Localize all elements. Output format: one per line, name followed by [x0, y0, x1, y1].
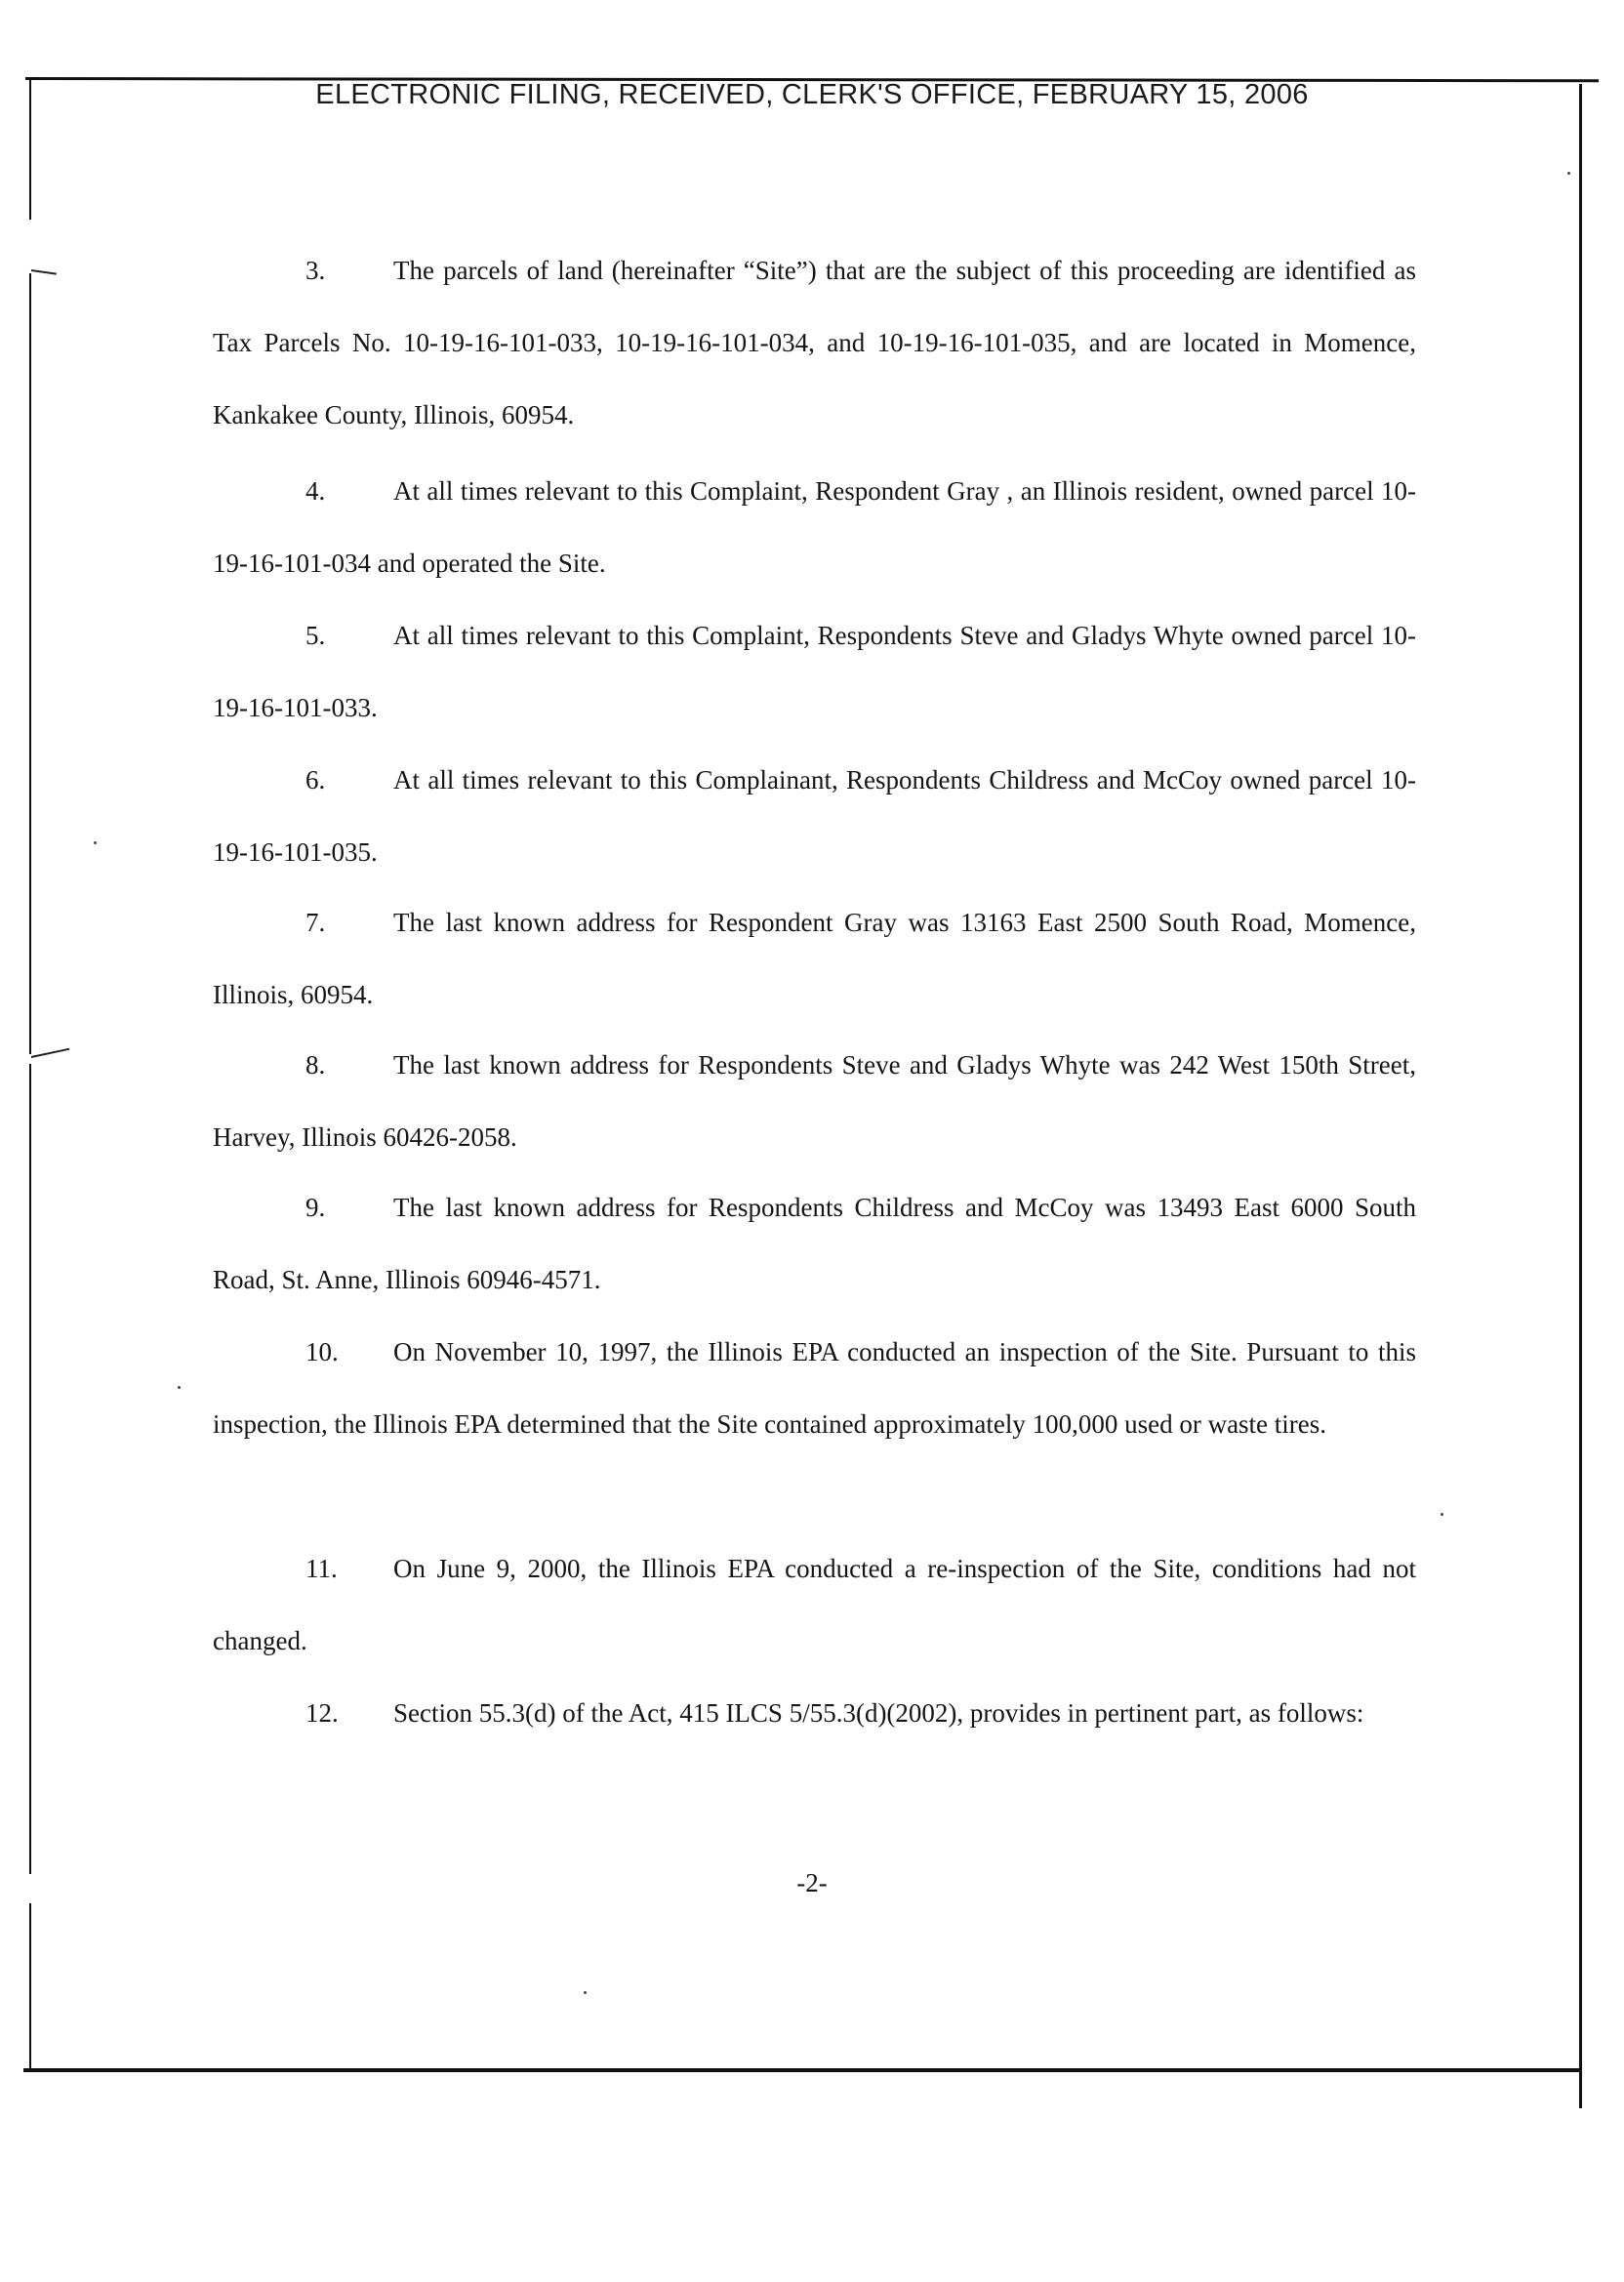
paragraph-text: On November 10, 1997, the Illinois EPA conducted an inspection of the Site. Pursuant to this inspection, the Illinois EPA determined that the Site contained approximately 100,000 used or waste tires. — [213, 1337, 1416, 1439]
paragraph-8 — [213, 1029, 1416, 1173]
paragraph-number: 10. — [305, 1337, 339, 1366]
paragraph-text: On June 9, 2000, the Illinois EPA conducted a re-inspection of the Site, conditions had not changed. — [213, 1554, 1416, 1655]
scan-mark — [31, 269, 57, 275]
paragraph-text: Section 55.3(d) of the Act, 415 ILCS 5/55.3(d)(2002), provides in pertinent part, as follows: — [393, 1698, 1364, 1728]
paragraph-text: The last known address for Respondent Gray was 13163 East 2500 South Road, Momence, Illinois, 60954. — [213, 908, 1416, 1009]
paragraph-number: 4. — [305, 476, 326, 506]
paragraph-number: 6. — [305, 765, 326, 795]
paragraph-number: 11. — [305, 1554, 338, 1583]
scan-speck — [178, 1386, 181, 1389]
page-number: -2- — [796, 1868, 828, 1897]
paragraph-number: 7. — [305, 908, 326, 937]
page-border-left — [29, 273, 31, 1054]
paragraph-4 — [213, 455, 1416, 599]
scan-speck — [1441, 1513, 1443, 1516]
paragraph-number: 5. — [305, 621, 326, 650]
page-border-right — [1579, 84, 1582, 2108]
scan-mark — [31, 1048, 70, 1058]
paragraph-text: The parcels of land (hereinafter “Site”) that are the subject of this proceeding are identified as Tax Parcels No. 10-19-16-101-033, 10-19-16-101-034, and 10-19-16-101-035, and are located in Momence, Kankakee County, Illinois, 60954. — [213, 256, 1416, 429]
paragraph-10 — [213, 1316, 1416, 1460]
scan-speck — [584, 1991, 587, 1994]
scan-speck — [94, 841, 97, 844]
paragraph-text: The last known address for Respondents Childress and McCoy was 13493 East 6000 South Road, St. Anne, Illinois 60946-4571. — [213, 1193, 1416, 1294]
paragraph-6 — [213, 744, 1416, 888]
paragraph-number: 3. — [305, 256, 326, 285]
paragraph-5 — [213, 599, 1416, 744]
paragraph-text: The last known address for Respondents Steve and Gladys Whyte was 242 West 150th Street, Harvey, Illinois 60426-2058. — [213, 1050, 1416, 1152]
page-border-left — [29, 1903, 31, 2069]
paragraph-7 — [213, 886, 1416, 1031]
paragraph-text: At all times relevant to this Complaint, Respondents Steve and Gladys Whyte owned parcel 10-19-16-101-033. — [213, 621, 1416, 722]
page-border-left — [29, 1064, 31, 1874]
paragraph-number: 8. — [305, 1050, 326, 1080]
paragraph-text: At all times relevant to this Complainant, Respondents Childress and McCoy owned parcel 10-19-16-101-035. — [213, 765, 1416, 867]
paragraph-11 — [213, 1532, 1416, 1677]
paragraph-number: 9. — [305, 1193, 326, 1222]
paragraph-12 — [213, 1677, 1416, 1749]
paragraph-3 — [213, 234, 1416, 451]
filing-stamp: ELECTRONIC FILING, RECEIVED, CLERK'S OFFICE, FEBRUARY 15, 2006 — [315, 79, 1309, 110]
page-border-bottom — [23, 2068, 1581, 2072]
paragraph-number: 12. — [305, 1698, 339, 1728]
scan-speck — [1567, 172, 1570, 175]
paragraph-text: At all times relevant to this Complaint, Respondent Gray , an Illinois resident, owned parcel 10-19-16-101-034 and operated the Site. — [213, 476, 1416, 578]
paragraph-9 — [213, 1171, 1416, 1316]
